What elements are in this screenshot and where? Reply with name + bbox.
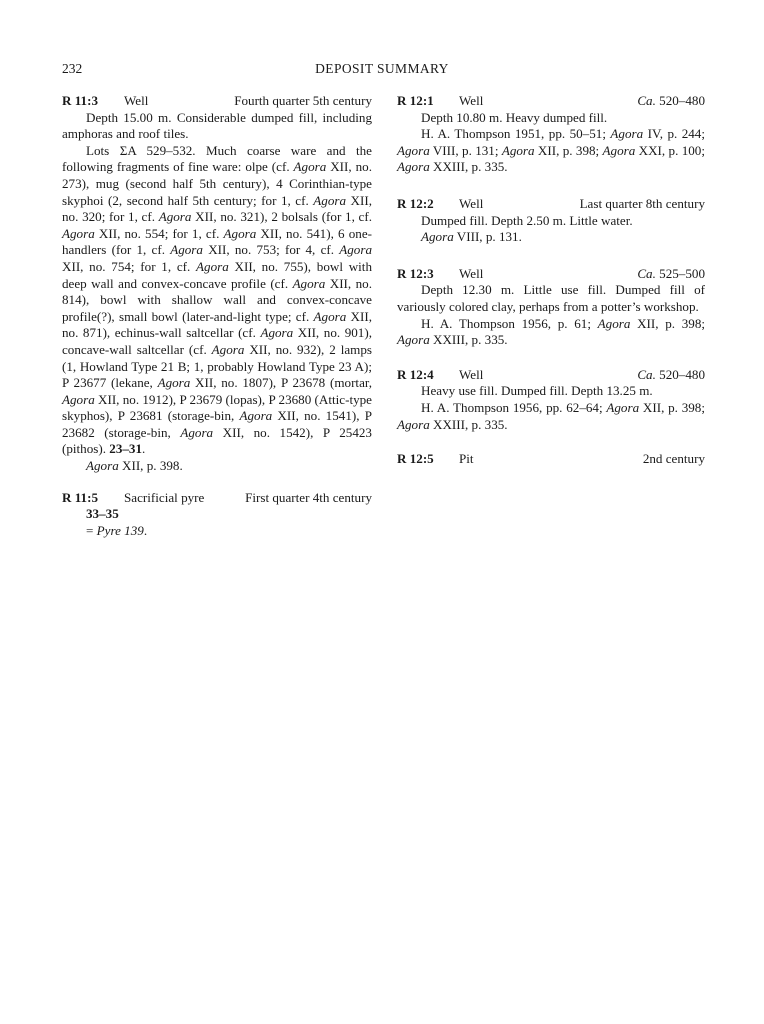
deposit-date: Fourth quarter 5th century <box>234 93 372 108</box>
entry-heading <box>62 93 372 110</box>
running-title: DEPOSIT SUMMARY <box>315 61 449 76</box>
deposit-id: R 12:4 <box>397 366 434 382</box>
deposit-description: Dumped fill. Depth 2.50 m. Little water. <box>421 212 633 228</box>
deposit-type: Well <box>459 93 484 108</box>
deposit-references: H. A. Thompson 1951, pp. 50–51; Agora IV, p. 244; Agora VIII, p. 131; Agora XII, p. 398; Agora XXI, p. 100; Agora XXIII, p. 335. <box>397 126 705 175</box>
deposit-lots: Lots ΣΑ 529–532. Much coarse ware and the following fragments of fine ware: olpe (cf. Agora XII, no. 273), mug (second half 5th century), 4 Corinthian-type skyphoi (2, second half 5th century; for 1, cf. Agora XII, no. 320; for 1, cf. Agora XII, no. 321), 2 bolsals (for 1, cf. Agora XII, no. 554; for 1, cf. Agora XII, no. 541), 6 one-handlers (for 1, cf. Agora XII, no. 753; for 4, cf. Agora XII, no. 754; for 1, cf. Agora XII, no. 755), bowl with deep wall and convex-concave profile (cf. Agora XII, no. 814), bowl with shallow wall and convex-concave profile(?), small bowl (later-and-light type; cf. Agora XII, no. 871), echinus-wall saltcellar (cf. Agora XII, no. 901), concave-wall saltcellar (cf. Agora XII, no. 932), 2 lamps (1, Howland Type 21 B; 1, probably Howland Type 23 A); P 23677 (lekane, Agora XII, no. 1807), P 23678 (mortar, Agora XII, no. 1912), P 23679 (lopas), P 23680 (Attic-type skyphos), P 23681 (storage-bin, Agora XII, no. 1541), P 23682 (storage-bin, Agora XII, no. 1542), P 25423 (pithos). 23–31. <box>62 142 373 457</box>
deposit-references: Agora VIII, p. 131. <box>421 229 522 245</box>
deposit-type: Well <box>459 366 484 382</box>
deposit-entry-r11-5 <box>62 490 372 540</box>
deposit-date: 2nd century <box>642 451 705 467</box>
deposit-equivalent: = Pyre 139. <box>86 522 148 538</box>
deposit-description: Heavy use fill. Dumped fill. Depth 13.25 m. <box>421 383 653 399</box>
deposit-type: Pit <box>459 451 474 467</box>
deposit-description: Depth 15.00 m. Considerable dumped fill, including amphoras and roof tiles. <box>62 109 372 142</box>
page-number: 232 <box>62 61 83 76</box>
deposit-entry-r12-5 <box>397 451 705 468</box>
right-column <box>397 93 705 468</box>
deposit-date: Ca. 525–500 <box>637 265 705 281</box>
deposit-type: Sacrificial pyre <box>124 489 205 505</box>
deposit-id: R 12:2 <box>397 195 434 211</box>
deposit-type: Well <box>459 195 484 211</box>
deposit-references: Agora XII, p. 398. <box>86 458 183 474</box>
deposit-description: Depth 10.80 m. Heavy dumped fill. <box>421 109 608 125</box>
deposit-id: R 12:3 <box>397 265 434 281</box>
deposit-date: Ca. 520–480 <box>637 366 705 382</box>
entry-heading <box>397 93 705 110</box>
entry-heading <box>397 266 705 283</box>
deposit-date: Ca. 520–480 <box>637 93 705 108</box>
deposit-date: First quarter 4th century <box>245 489 372 505</box>
deposit-type: Well <box>124 93 149 108</box>
entry-heading <box>397 451 705 468</box>
deposit-entry-r12-3 <box>397 266 705 349</box>
left-column <box>62 93 372 539</box>
deposit-type: Well <box>459 265 484 281</box>
deposit-entry-r12-4 <box>397 367 705 433</box>
entry-heading <box>62 490 372 507</box>
deposit-id: R 12:1 <box>397 93 434 108</box>
entry-heading <box>397 196 705 213</box>
catalogue-numbers: 33–35 <box>86 506 119 522</box>
deposit-id: R 12:5 <box>397 451 434 467</box>
deposit-entry-r11-3 <box>62 93 372 475</box>
deposit-entry-r12-1 <box>397 93 705 176</box>
deposit-references: H. A. Thompson 1956, pp. 62–64; Agora XII, p. 398; Agora XXIII, p. 335. <box>397 399 705 432</box>
deposit-references: H. A. Thompson 1956, p. 61; Agora XII, p. 398; Agora XXIII, p. 335. <box>397 315 705 348</box>
deposit-entry-r12-2 <box>397 196 705 246</box>
entry-heading <box>397 367 705 384</box>
deposit-id: R 11:5 <box>62 489 99 505</box>
deposit-date: Last quarter 8th century <box>579 195 705 211</box>
deposit-id: R 11:3 <box>62 93 99 108</box>
deposit-description: Depth 12.30 m. Little use fill. Dumped fill of variously colored clay, perhaps from a potter’s workshop. <box>397 282 705 314</box>
